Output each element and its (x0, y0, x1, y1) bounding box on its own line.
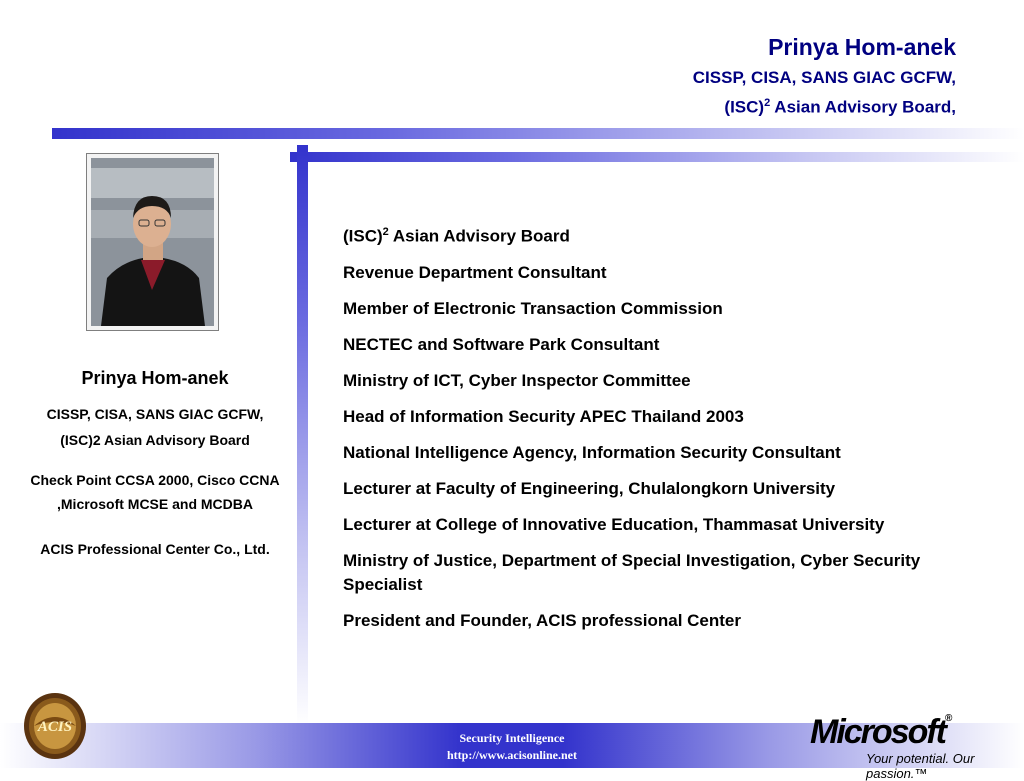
credential-item: Lecturer at College of Innovative Education, Thammasat University (343, 514, 885, 534)
credential-item: Head of Information Security APEC Thailand 2003 (343, 406, 744, 426)
credential-item: Ministry of Justice, Department of Special Investigation, Cyber Security Specialist (343, 550, 921, 594)
content-gradient-bar (290, 152, 1024, 162)
profile-vendor-certs: Check Point CCSA 2000, Cisco CCNA ,Microsoft MCSE and MCDBA (30, 472, 280, 512)
credential-item: NECTEC and Software Park Consultant (343, 334, 660, 354)
credential-item: Ministry of ICT, Cyber Inspector Committee (343, 370, 691, 390)
profile-company: ACIS Professional Center Co., Ltd. (40, 541, 270, 557)
credential-item: President and Founder, ACIS professional Center (343, 610, 741, 630)
credential-item: Lecturer at Faculty of Engineering, Chulalongkorn University (343, 478, 836, 498)
microsoft-tagline: Your potential. Our passion.™ (866, 751, 975, 781)
acis-seal-logo-icon (22, 688, 88, 760)
portrait-photo (91, 158, 214, 326)
acis-logo-text: ACIS (37, 719, 73, 735)
portrait-frame (86, 153, 219, 331)
credential-item: Member of Electronic Transaction Commission (343, 298, 723, 318)
slide-title-name: Prinya Hom-anek (768, 34, 956, 60)
credentials-list (343, 220, 993, 645)
slide-title-board: (ISC)$^2$ Asian Advisory Board, (724, 97, 956, 117)
profile-board: (ISC)2 Asian Advisory Board (60, 432, 250, 448)
profile-name: Prinya Hom-anek (81, 368, 229, 388)
credential-item: Revenue Department Consultant (343, 262, 607, 282)
profile-certifications: CISSP, CISA, SANS GIAC GCFW, (46, 406, 264, 422)
credential-item: (ISC)$^2$ Asian Advisory Board (343, 226, 570, 246)
footer-tagline: Security Intelligence (459, 731, 565, 745)
header-gradient-bar (52, 128, 1024, 139)
slide-title-credentials: CISSP, CISA, SANS GIAC GCFW, (692, 68, 956, 87)
credential-item: National Intelligence Agency, Information Security Consultant (343, 442, 841, 462)
footer-url: http://www.acisonline.net (446, 748, 577, 762)
portrait-illustration (91, 158, 214, 326)
microsoft-wordmark-icon: Microsoft® (810, 713, 953, 751)
